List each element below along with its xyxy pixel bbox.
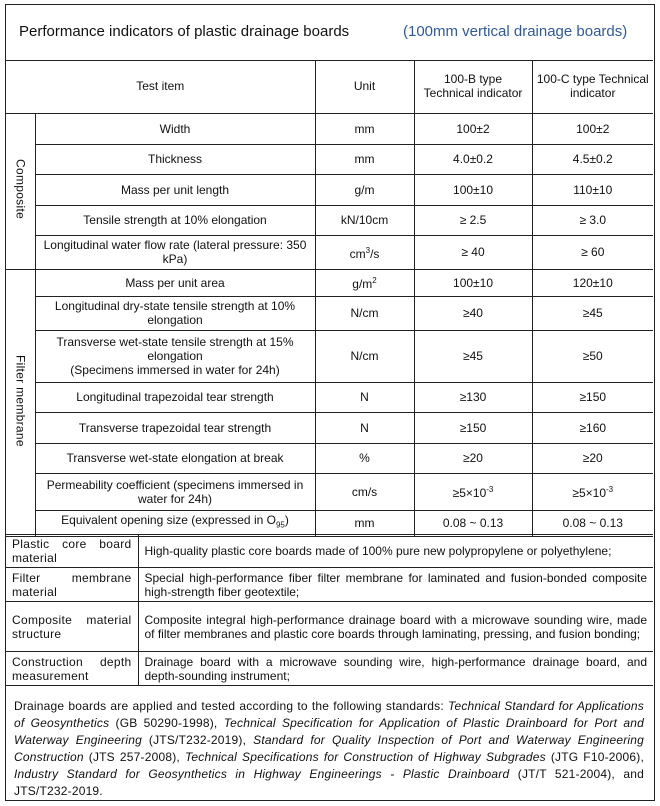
value-100c: ≥160	[532, 412, 653, 443]
table-row	[6, 443, 653, 473]
sheet-header	[6, 5, 653, 61]
table-row	[6, 412, 653, 443]
table-row	[6, 382, 653, 412]
material-label: Composite material structure	[6, 602, 138, 652]
test-item: Transverse wet-state tensile strength at 15% elongation (Specimens immersed in water for 24h)	[35, 330, 315, 382]
test-item: Transverse trapezoidal tear strength	[35, 412, 315, 443]
value-100c: 100±2	[532, 113, 653, 144]
value-100b: $\ge 5\times 10^{-3}$	[414, 473, 532, 510]
table-row	[6, 174, 653, 205]
unit-cell: mm	[315, 113, 414, 144]
value-100b: 0.08 ~ 0.13	[414, 510, 532, 536]
materials-table	[6, 534, 653, 686]
value-100b: 100±10	[414, 174, 532, 205]
table-row	[6, 330, 653, 382]
value-100c: ≥45	[532, 296, 653, 330]
value-100b: ≥ 2.5	[414, 205, 532, 235]
col-header-100b: 100-B type Technical indicator	[414, 60, 532, 113]
material-label: Construction depth measurement	[6, 652, 138, 686]
test-item: Thickness	[35, 144, 315, 174]
unit-cell: N	[315, 412, 414, 443]
value-100c: 110±10	[532, 174, 653, 205]
material-label: Plastic core board material	[6, 535, 138, 568]
material-text: High-quality plastic core boards made of 100% pure new polypropylene or polyethylene;	[138, 535, 653, 568]
value-100b: ≥130	[414, 382, 532, 412]
unit-cell: cm/s	[315, 473, 414, 510]
group-label-filter-membrane: Filter membrane	[6, 269, 35, 536]
material-row	[6, 535, 653, 568]
spec-sheet	[5, 4, 655, 801]
table-row	[6, 235, 653, 269]
value-100b: 100±2	[414, 113, 532, 144]
material-row	[6, 602, 653, 652]
sheet-subtitle: (100mm vertical drainage boards)	[403, 23, 628, 40]
unit-cell: N	[315, 382, 414, 412]
test-item: Mass per unit area	[35, 269, 315, 296]
value-100b: ≥45	[414, 330, 532, 382]
value-100c: ≥ 60	[532, 235, 653, 269]
table-row	[6, 269, 653, 296]
value-100c: 0.08 ~ 0.13	[532, 510, 653, 536]
value-100c: 4.5±0.2	[532, 144, 653, 174]
table-header-row	[6, 60, 653, 113]
table-row	[6, 510, 653, 536]
material-text: Composite integral high-performance drainage board with a microwave sounding wire, made of filter membranes and plastic core boards through laminating, pressing, and fusion bonding;	[138, 602, 653, 652]
test-item: Mass per unit length	[35, 174, 315, 205]
material-row	[6, 652, 653, 686]
table-row	[6, 205, 653, 235]
col-header-unit: Unit	[315, 60, 414, 113]
value-100b: ≥20	[414, 443, 532, 473]
value-100b: 100±10	[414, 269, 532, 296]
table-row	[6, 144, 653, 174]
test-item: Longitudinal water flow rate (lateral pressure: 350 kPa)	[35, 235, 315, 269]
test-item: Tensile strength at 10% elongation	[35, 205, 315, 235]
table-row	[6, 473, 653, 510]
value-100c: ≥150	[532, 382, 653, 412]
value-100b: 4.0±0.2	[414, 144, 532, 174]
unit-cell: mm	[315, 144, 414, 174]
table-row	[6, 113, 653, 144]
unit-cell: N/cm	[315, 330, 414, 382]
value-100b: ≥ 40	[414, 235, 532, 269]
value-100c: $\ge 5\times 10^{-3}$	[532, 473, 653, 510]
test-item: Transverse wet-state elongation at break	[35, 443, 315, 473]
unit-cell: mm	[315, 510, 414, 536]
group-label-composite: Composite	[6, 113, 35, 269]
unit-cell: g/m	[315, 174, 414, 205]
value-100c: 120±10	[532, 269, 653, 296]
test-item: Permeability coefficient (specimens immersed in water for 24h)	[35, 473, 315, 510]
sheet-title: Performance indicators of plastic drainage boards	[19, 23, 350, 40]
material-text: Drainage board with a microwave sounding wire, high-performance drainage board, and depth-sounding instrument;	[138, 652, 653, 686]
unit-cell: kN/10cm	[315, 205, 414, 235]
test-item: Equivalent opening size (expressed in $O_{95}$)	[35, 510, 315, 536]
table-row	[6, 296, 653, 330]
material-row	[6, 568, 653, 602]
test-item: Longitudinal trapezoidal tear strength	[35, 382, 315, 412]
test-item: Longitudinal dry-state tensile strength at 10% elongation	[35, 296, 315, 330]
col-header-100c: 100-C type Technical indicator	[532, 60, 653, 113]
material-text: Special high-performance fiber filter membrane for laminated and fusion-bonded composite high-strength fiber geotextile;	[138, 568, 653, 602]
unit-cell: N/cm	[315, 296, 414, 330]
standards-paragraph: Drainage boards are applied and tested according to the following standards: Technical Standard for Applications of Geosynthetics (GB 50290-1998), Technical Specification for Application of Plastic Drainboard for Port and Waterway Engineering (JTS/T232-2019), Standard for Quality Inspection of Port and Waterway Engineering Construction (JTS 257-2008), Technical Specifications for Construction of Highway Subgrades (JTG F10-2006), Industry Standard for Geosynthetics in Highway Engineerings - Plastic Drainboard (JT/T 521-2004), and JTS/T232-2019.	[14, 699, 645, 798]
test-item: Width	[35, 113, 315, 144]
unit-cell: $cm^3/s$	[315, 235, 414, 269]
unit-cell: %	[315, 443, 414, 473]
value-100b: ≥150	[414, 412, 532, 443]
indicator-table	[6, 60, 653, 537]
value-100b: ≥40	[414, 296, 532, 330]
unit-cell: $g/m^2$	[315, 269, 414, 296]
material-label: Filter membrane material	[6, 568, 138, 602]
value-100c: ≥ 3.0	[532, 205, 653, 235]
col-header-test-item: Test item	[6, 60, 315, 113]
value-100c: ≥50	[532, 330, 653, 382]
value-100c: ≥20	[532, 443, 653, 473]
